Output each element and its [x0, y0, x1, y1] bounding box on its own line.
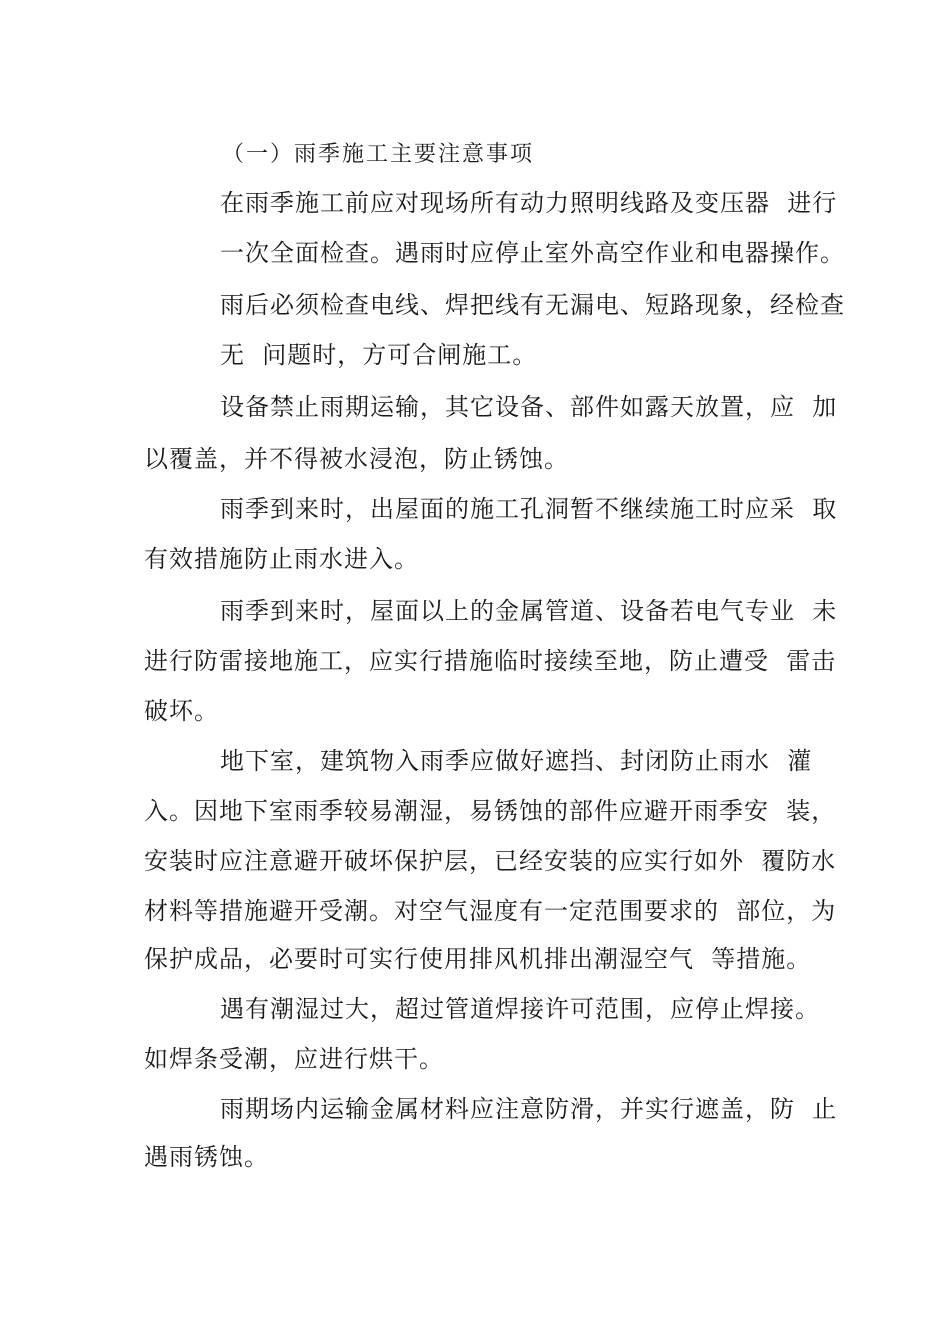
paragraph-line: 雨后必须检查电线、焊把线有无漏电、短路现象，经检查 [220, 291, 845, 319]
paragraph-line: 入。因地下室雨季较易潮湿，易锈蚀的部件应避开雨季安 装， [144, 797, 837, 825]
paragraph-line: 一次全面检查。遇雨时应停止室外高空作业和电器操作。 [220, 239, 845, 267]
paragraph-line: 雨季到来时，屋面以上的金属管道、设备若电气专业 未 [220, 597, 838, 625]
paragraph-line: 如焊条受潮，应进行烘干。 [144, 1045, 444, 1073]
section-heading: （一）雨季施工主要注意事项 [222, 142, 535, 167]
paragraph-line: 无 问题时，方可合闸施工。 [220, 341, 538, 369]
paragraph-line: 安装时应注意避开破坏保护层，已经安装的应实行如外 覆防水 [144, 847, 837, 875]
paragraph-line: 有效措施防止雨水进入。 [144, 545, 419, 573]
paragraph-line: 雨期场内运输金属材料应注意防滑，并实行遮盖，防 止 [220, 1095, 838, 1123]
paragraph-line: 进行防雷接地施工，应实行措施临时接续至地，防止遭受 雷击 [144, 647, 837, 675]
paragraph-line: 破坏。 [144, 697, 219, 725]
paragraph-line: 雨季到来时，出屋面的施工孔洞暂不继续施工时应采 取 [220, 495, 838, 523]
paragraph-line: 地下室，建筑物入雨季应做好遮挡、封闭防止雨水 灌 [220, 747, 813, 775]
paragraph-line: 在雨季施工前应对现场所有动力照明线路及变压器 进行 [220, 189, 838, 217]
paragraph-line: 以覆盖，并不得被水浸泡，防止锈蚀。 [144, 445, 569, 473]
paragraph-line: 材料等措施避开受潮。对空气湿度有一定范围要求的 部位，为 [144, 897, 837, 925]
paragraph-line: 遇雨锈蚀。 [144, 1143, 269, 1171]
paragraph-line: 保护成品，必要时可实行使用排风机排出潮湿空气 等措施。 [144, 945, 812, 973]
paragraph-line: 遇有潮湿过大，超过管道焊接许可范围，应停止焊接。 [220, 995, 820, 1023]
paragraph-line: 设备禁止雨期运输，其它设备、部件如露天放置，应 加 [220, 393, 838, 421]
